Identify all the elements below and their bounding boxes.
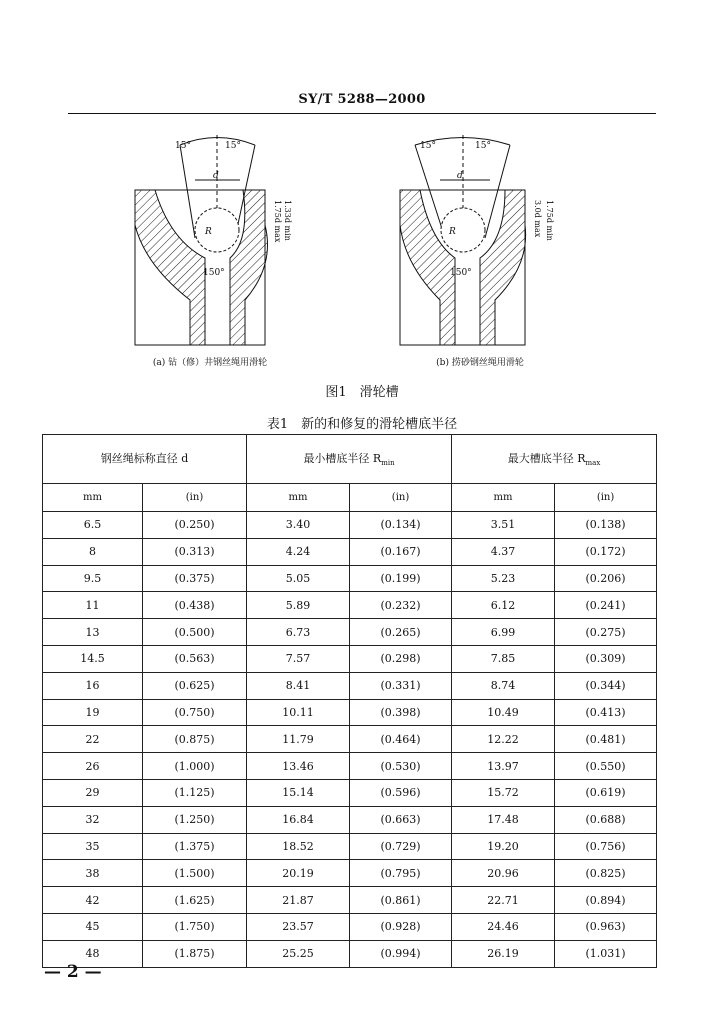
table-cell: (0.663) (350, 806, 452, 833)
table-cell: 26 (43, 753, 143, 780)
table-cell: (0.500) (143, 619, 247, 646)
table-row (43, 726, 657, 753)
table-cell: 22 (43, 726, 143, 753)
table-cell: (0.756) (555, 833, 657, 860)
table-cell: (0.167) (350, 538, 452, 565)
table-cell: 35 (43, 833, 143, 860)
table-cell: (0.250) (143, 512, 247, 539)
unit-header: (in) (555, 484, 657, 512)
table-cell: (0.563) (143, 645, 247, 672)
table-cell: 6.99 (452, 619, 555, 646)
table-cell: (1.625) (143, 887, 247, 914)
table-cell: 8 (43, 538, 143, 565)
table-cell: 15.14 (247, 779, 350, 806)
svg-text:3.0d max: 3.0d max (533, 200, 542, 238)
table-cell: (0.331) (350, 672, 452, 699)
table-row (43, 619, 657, 646)
svg-text:150°: 150° (450, 268, 472, 278)
unit-header: mm (43, 484, 143, 512)
groove-section-left (135, 190, 205, 345)
table-row (43, 860, 657, 887)
table-row (43, 833, 657, 860)
table-cell: (0.199) (350, 565, 452, 592)
table-cell: 19.20 (452, 833, 555, 860)
table-cell: (0.265) (350, 619, 452, 646)
table-cell: 5.23 (452, 565, 555, 592)
table-cell: (0.963) (555, 913, 657, 940)
page-number: — 2 — (44, 962, 102, 982)
table-cell: 10.11 (247, 699, 350, 726)
table-cell: 29 (43, 779, 143, 806)
table-cell: 13.46 (247, 753, 350, 780)
table-row (43, 512, 657, 539)
groove-section-right (230, 190, 268, 345)
table-cell: (0.530) (350, 753, 452, 780)
table-cell: 8.41 (247, 672, 350, 699)
header-max-radius: 最大槽底半径 $R_{max}$ (452, 435, 657, 484)
table-cell: (0.861) (350, 887, 452, 914)
table-cell: (0.313) (143, 538, 247, 565)
table-cell: (0.795) (350, 860, 452, 887)
svg-text:1.75d min: 1.75d min (545, 200, 554, 241)
table-cell: (1.125) (143, 779, 247, 806)
table-cell: 7.85 (452, 645, 555, 672)
table-cell: 22.71 (452, 887, 555, 914)
sheave-groove-figure-b (395, 130, 565, 350)
table-row (43, 913, 657, 940)
table-cell: 15.72 (452, 779, 555, 806)
table-cell: (1.875) (143, 940, 247, 967)
table-cell: 5.05 (247, 565, 350, 592)
table-cell: 14.5 (43, 645, 143, 672)
header-rule (68, 113, 656, 114)
header-diameter: 钢丝绳标称直径 d (43, 435, 247, 484)
table-cell: (0.232) (350, 592, 452, 619)
table-cell: (1.375) (143, 833, 247, 860)
table-cell: (0.596) (350, 779, 452, 806)
table-cell: 7.57 (247, 645, 350, 672)
table-cell: 38 (43, 860, 143, 887)
svg-text:R: R (205, 227, 212, 237)
svg-text:d: d (213, 171, 219, 181)
table-cell: (0.688) (555, 806, 657, 833)
table-row (43, 672, 657, 699)
header-min-radius: 最小槽底半径 $R_{min}$ (247, 435, 452, 484)
table-title: 表1 新的和修复的滑轮槽底半径 (266, 417, 458, 432)
svg-text:15°: 15° (175, 141, 191, 151)
table-cell: 16.84 (247, 806, 350, 833)
table-cell: (1.750) (143, 913, 247, 940)
table-cell: (0.928) (350, 913, 452, 940)
table-cell: 20.96 (452, 860, 555, 887)
table-cell: 18.52 (247, 833, 350, 860)
table-cell: (0.875) (143, 726, 247, 753)
table-cell: 19 (43, 699, 143, 726)
table-cell: 42 (43, 887, 143, 914)
table-cell: 16 (43, 672, 143, 699)
table-cell: (0.825) (555, 860, 657, 887)
table-row (43, 538, 657, 565)
table-row (43, 940, 657, 967)
table-cell: 10.49 (452, 699, 555, 726)
table-cell: 5.89 (247, 592, 350, 619)
figure-a-caption: (a) 钻（修）井钢丝绳用滑轮 (152, 358, 268, 368)
table-cell: 6.12 (452, 592, 555, 619)
table-cell: 23.57 (247, 913, 350, 940)
table-cell: 20.19 (247, 860, 350, 887)
table-cell: (0.464) (350, 726, 452, 753)
table-row (43, 887, 657, 914)
table-cell: (0.309) (555, 645, 657, 672)
table-row (43, 592, 657, 619)
table-cell: (1.250) (143, 806, 247, 833)
table-cell: (0.138) (555, 512, 657, 539)
svg-text:15°: 15° (420, 141, 436, 151)
table-cell: 4.24 (247, 538, 350, 565)
table-cell: 26.19 (452, 940, 555, 967)
table-cell: 9.5 (43, 565, 143, 592)
table-cell: 11 (43, 592, 143, 619)
table-cell: 6.5 (43, 512, 143, 539)
table-cell: (0.994) (350, 940, 452, 967)
table-cell: (0.894) (555, 887, 657, 914)
table-cell: 3.51 (452, 512, 555, 539)
unit-header: (in) (350, 484, 452, 512)
table-cell: 13.97 (452, 753, 555, 780)
table-cell: 32 (43, 806, 143, 833)
table-cell: (0.398) (350, 699, 452, 726)
table-cell: (0.438) (143, 592, 247, 619)
table-cell: (0.134) (350, 512, 452, 539)
table-cell: 3.40 (247, 512, 350, 539)
table-row (43, 699, 657, 726)
table-row (43, 645, 657, 672)
table-cell: 25.25 (247, 940, 350, 967)
sheave-groove-figure-a (125, 130, 295, 350)
figure-b-caption: (b) 捞砂钢丝绳用滑轮 (436, 358, 524, 368)
table-cell: (0.729) (350, 833, 452, 860)
table-cell: (0.172) (555, 538, 657, 565)
table-cell: (0.275) (555, 619, 657, 646)
table-cell: (1.031) (555, 940, 657, 967)
table-cell: 48 (43, 940, 143, 967)
svg-text:1.33d min: 1.33d min (283, 200, 292, 241)
unit-header: mm (247, 484, 350, 512)
table-cell: (0.375) (143, 565, 247, 592)
table-cell: 13 (43, 619, 143, 646)
table-cell: (1.000) (143, 753, 247, 780)
figure-title: 图1 滑轮槽 (325, 385, 399, 400)
table-cell: (0.550) (555, 753, 657, 780)
table-cell: 24.46 (452, 913, 555, 940)
table-row (43, 806, 657, 833)
table-cell: 45 (43, 913, 143, 940)
table-cell: 8.74 (452, 672, 555, 699)
table-cell: 11.79 (247, 726, 350, 753)
table-cell: 6.73 (247, 619, 350, 646)
table-cell: 12.22 (452, 726, 555, 753)
table-cell: (0.481) (555, 726, 657, 753)
groove-section-left (400, 190, 455, 345)
table-cell: (0.298) (350, 645, 452, 672)
groove-radius-table (42, 434, 657, 968)
table-cell: 21.87 (247, 887, 350, 914)
table-cell: (1.500) (143, 860, 247, 887)
table-cell: (0.413) (555, 699, 657, 726)
table-row (43, 753, 657, 780)
unit-header: mm (452, 484, 555, 512)
unit-header: (in) (143, 484, 247, 512)
table-cell: (0.206) (555, 565, 657, 592)
svg-text:R: R (449, 227, 456, 237)
svg-text:d: d (457, 171, 463, 181)
table-cell: (0.619) (555, 779, 657, 806)
table-cell: (0.241) (555, 592, 657, 619)
table-row (43, 565, 657, 592)
document-header: SY/T 5288—2000 (298, 92, 426, 107)
svg-text:150°: 150° (203, 268, 225, 278)
groove-section-right (480, 190, 526, 345)
table-row (43, 779, 657, 806)
svg-text:15°: 15° (225, 141, 241, 151)
table-cell: (0.750) (143, 699, 247, 726)
svg-text:1.75d max: 1.75d max (273, 200, 282, 243)
table-cell: 17.48 (452, 806, 555, 833)
svg-text:15°: 15° (475, 141, 491, 151)
table-cell: 4.37 (452, 538, 555, 565)
table-cell: (0.344) (555, 672, 657, 699)
table-cell: (0.625) (143, 672, 247, 699)
